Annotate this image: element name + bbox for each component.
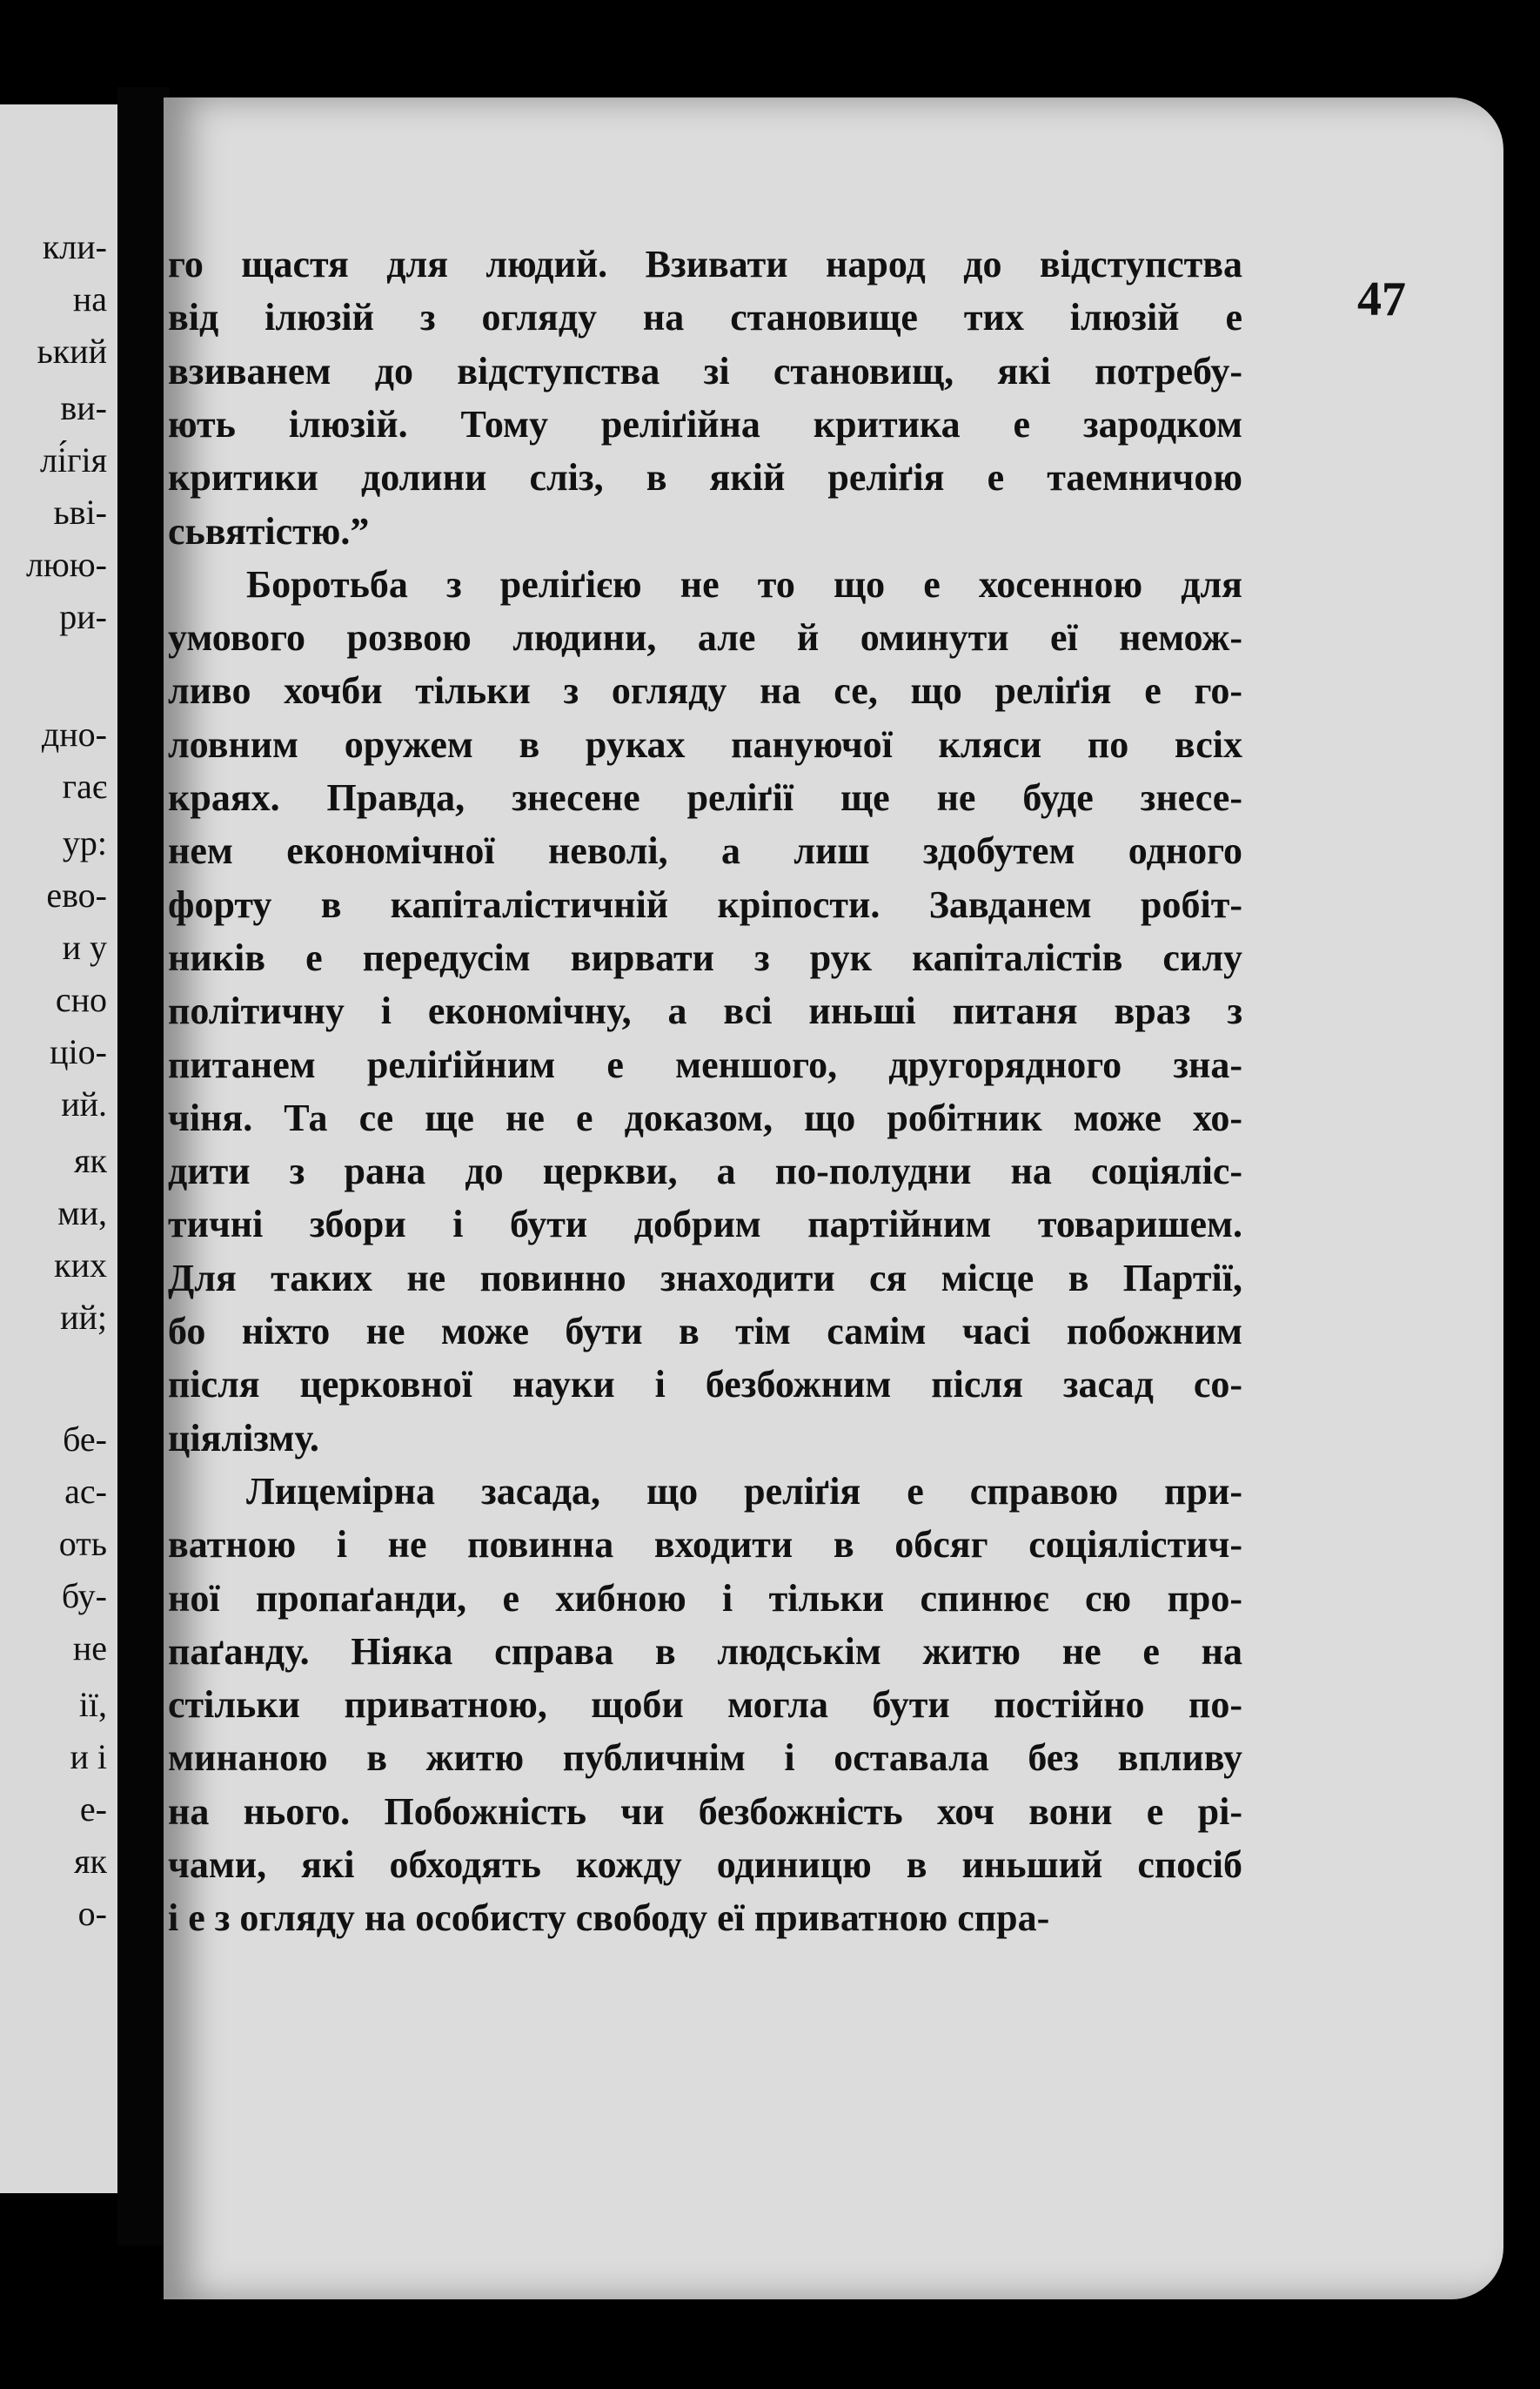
text-line: нем економічної неволі, а лиш здобутем одного xyxy=(168,829,1242,873)
text-line: взиванем до відступства зі становищ, які потребу- xyxy=(168,349,1242,393)
left-page-line: на xyxy=(72,279,107,319)
text-line: Боротьба з реліґією не то що е хосенною для xyxy=(246,562,1242,606)
left-page-line: бе- xyxy=(63,1419,107,1459)
right-page xyxy=(164,97,1503,2299)
left-page-line: и у xyxy=(62,928,107,967)
text-line: ливо хочби тільки з огляду на се, що реліґія е го- xyxy=(168,669,1242,713)
text-line: сьвятістю.” xyxy=(168,509,370,553)
left-page-fragment xyxy=(0,104,117,2193)
text-line: го щастя для людий. Взивати народ до відступства xyxy=(168,243,1242,285)
text-line: від ілюзій з огляду на становище тих ілюзій е xyxy=(168,296,1242,339)
left-page-line: лі́гія xyxy=(40,440,107,480)
left-page-line: кли- xyxy=(42,227,107,266)
left-page-line: ьві- xyxy=(53,493,107,532)
text-line: форту в капіталістичній кріпости. Завданем робіт- xyxy=(168,882,1242,926)
text-line: чами, які обходять кожду одиницю в иньший спосіб xyxy=(168,1843,1242,1886)
page-text xyxy=(164,97,1503,2299)
left-page-text xyxy=(0,104,117,2193)
left-page-line: гає xyxy=(62,767,107,806)
text-line: умового розвою людини, але й оминути еї немож- xyxy=(168,616,1242,660)
left-page-line: о- xyxy=(77,1894,107,1933)
left-page-line: як xyxy=(74,1141,107,1180)
text-line: критики долини сліз, в якій реліґія е таемничою xyxy=(168,456,1242,500)
left-page-line: е- xyxy=(79,1789,107,1829)
book-gutter xyxy=(117,87,170,2245)
text-line: ників е передусім вирвати з рук капіталістів силу xyxy=(168,936,1242,979)
left-page-line: ас- xyxy=(64,1472,107,1511)
left-page-line: ких xyxy=(54,1245,107,1285)
page-number: 47 xyxy=(1357,272,1406,326)
left-page-line: ий. xyxy=(61,1084,107,1124)
left-page-line: сно xyxy=(55,980,107,1019)
text-line: краях. Правда, знесене реліґії ще не буде знесе- xyxy=(168,776,1242,819)
left-page-line: оть xyxy=(58,1524,107,1563)
text-line: дити з рана до церкви, а по-полудни на соціяліс- xyxy=(168,1150,1242,1193)
text-line: бо ніхто не може бути в тім самім часі побожним xyxy=(168,1310,1242,1352)
left-page-line: ур: xyxy=(62,823,107,862)
left-page-line: як xyxy=(74,1842,107,1881)
left-page-line: ри- xyxy=(59,597,107,636)
left-page-line: ціо- xyxy=(50,1032,107,1071)
left-page-line: люю- xyxy=(25,545,107,584)
text-line: ної пропаґанди, е хибною і тільки спинює сю про- xyxy=(168,1576,1242,1620)
text-line: ють ілюзій. Тому реліґійна критика е зародком xyxy=(168,402,1242,446)
text-line: Для таких не повинно знаходити ся місце в Партії, xyxy=(168,1256,1242,1299)
text-line: стільки приватною, щоби могла бути постійно по- xyxy=(168,1683,1242,1727)
left-page-line: ево- xyxy=(46,876,107,915)
text-line: питанем реліґійним е меншого, другорядного зна- xyxy=(168,1043,1242,1086)
text-line: паґанду. Ніяка справа в людськім житю не е на xyxy=(168,1629,1242,1673)
text-line: і е з огляду на особисту свободу еї приватною спра- xyxy=(168,1896,1050,1940)
text-line: ловним оружем в руках пануючої кляси по всіх xyxy=(168,722,1242,766)
left-page-line: и і xyxy=(70,1737,107,1776)
left-page-line: бу- xyxy=(61,1576,107,1615)
left-page-line: ький xyxy=(37,332,107,371)
text-line: Лицемірна засада, що реліґія е справою при- xyxy=(246,1469,1242,1513)
text-line: ціялізму. xyxy=(168,1416,319,1460)
left-page-line: ви- xyxy=(60,388,107,427)
text-line: тичні збори і бути добрим партійним товаришем. xyxy=(168,1203,1242,1246)
left-page-line: ії, xyxy=(78,1685,107,1724)
left-page-line: не xyxy=(72,1628,107,1668)
left-page-line: ми, xyxy=(57,1193,107,1232)
text-line: чіня. Та се ще не е доказом, що робітник може хо- xyxy=(168,1096,1242,1139)
text-line: минаною в житю публичнім і оставала без впливу xyxy=(168,1736,1242,1780)
left-page-line: дно- xyxy=(41,715,107,754)
text-line: політичну і економічну, а всі иньші питаня враз з xyxy=(168,990,1242,1033)
left-page-line: ий; xyxy=(60,1298,107,1337)
text-line: після церковної науки і безбожним після засад со- xyxy=(168,1363,1242,1406)
text-line: ватною і не повинна входити в обсяг соціялістич- xyxy=(168,1523,1242,1567)
text-line: на нього. Побожність чи безбожність хоч вони е рі- xyxy=(168,1789,1242,1833)
